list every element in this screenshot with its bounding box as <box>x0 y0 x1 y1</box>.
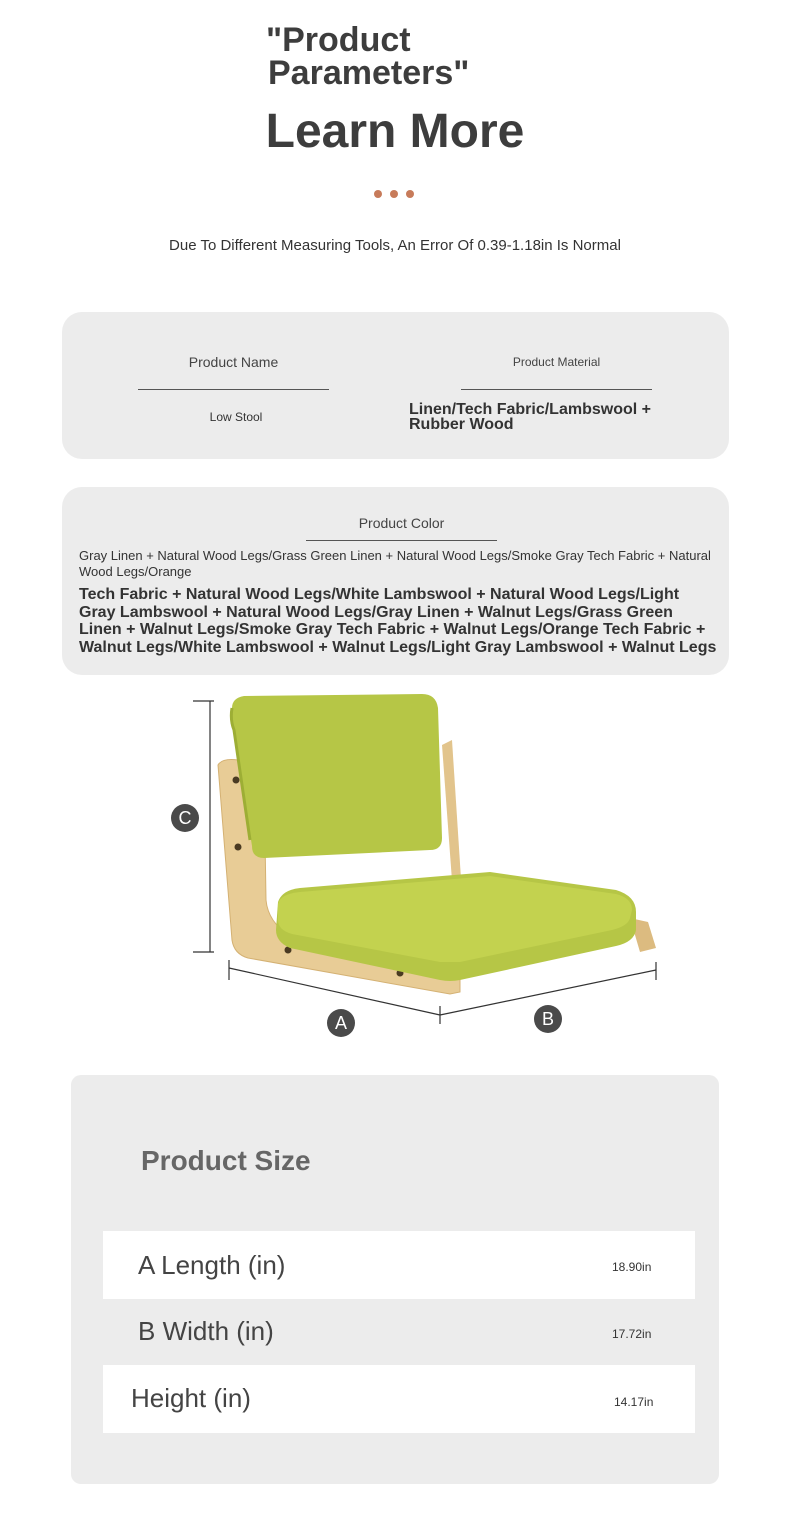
size-row-label: Height (in) <box>131 1383 251 1413</box>
table-row <box>103 1365 695 1433</box>
product-name-value: Low Stool <box>209 410 263 424</box>
product-material-value <box>409 402 719 432</box>
divider <box>138 389 329 390</box>
dimension-badge-a: A <box>327 1009 355 1037</box>
material-line-2: Rubber Wood <box>409 416 514 433</box>
page-title-main: Learn More <box>265 105 525 158</box>
product-color-value-large: Tech Fabric + Natural Wood Legs/White Lambswool + Natural Wood Legs/Light Gray Lambswool + Natural Wood Legs/Gray Linen + Walnut Legs/Grass Green Linen + Walnut Legs/Smoke Gray Tech Fabric + Walnut Legs/Orange Tech Fabric + Walnut Legs/White Lambswool + Walnut Legs/Light Gray Lambswool + Walnut Legs <box>79 586 717 656</box>
size-row-value: 18.90in <box>612 1260 652 1274</box>
size-row-label: B Width (in) <box>138 1316 274 1346</box>
dimension-badge-c: C <box>171 804 199 832</box>
title-line-2: Parameters" <box>268 54 470 92</box>
dimension-badge-b: B <box>534 1005 562 1033</box>
product-size-title: Product Size <box>141 1145 311 1176</box>
size-card <box>71 1075 719 1484</box>
measurement-note: Due To Different Measuring Tools, An Error Of 0.39-1.18in Is Normal <box>169 237 621 254</box>
table-row <box>103 1231 695 1299</box>
dot-icon <box>390 190 398 198</box>
title-line-1: "Product <box>266 21 411 59</box>
size-row-value: 17.72in <box>612 1327 652 1341</box>
size-row-value: 14.17in <box>614 1395 654 1409</box>
params-card <box>62 312 729 459</box>
divider <box>306 540 497 541</box>
page-title-line <box>266 21 566 92</box>
dot-icon <box>406 190 414 198</box>
product-color-label: Product Color <box>358 515 445 531</box>
size-row-label: A Length (in) <box>138 1250 286 1280</box>
dot-icon <box>374 190 382 198</box>
product-name-label: Product Name <box>188 354 279 370</box>
table-row <box>103 1299 695 1365</box>
chair-illustration <box>160 690 680 1050</box>
material-line-1: Linen/Tech Fabric/Lambswool + <box>409 401 651 418</box>
product-material-label: Product Material <box>512 355 601 369</box>
divider <box>461 389 652 390</box>
product-color-value-small: Gray Linen + Natural Wood Legs/Grass Green Linen + Natural Wood Legs/Smoke Gray Tech Fabric + Natural Wood Legs/Orange <box>79 548 711 579</box>
chair-dimension-diagram <box>160 690 680 1050</box>
color-card <box>62 487 729 675</box>
